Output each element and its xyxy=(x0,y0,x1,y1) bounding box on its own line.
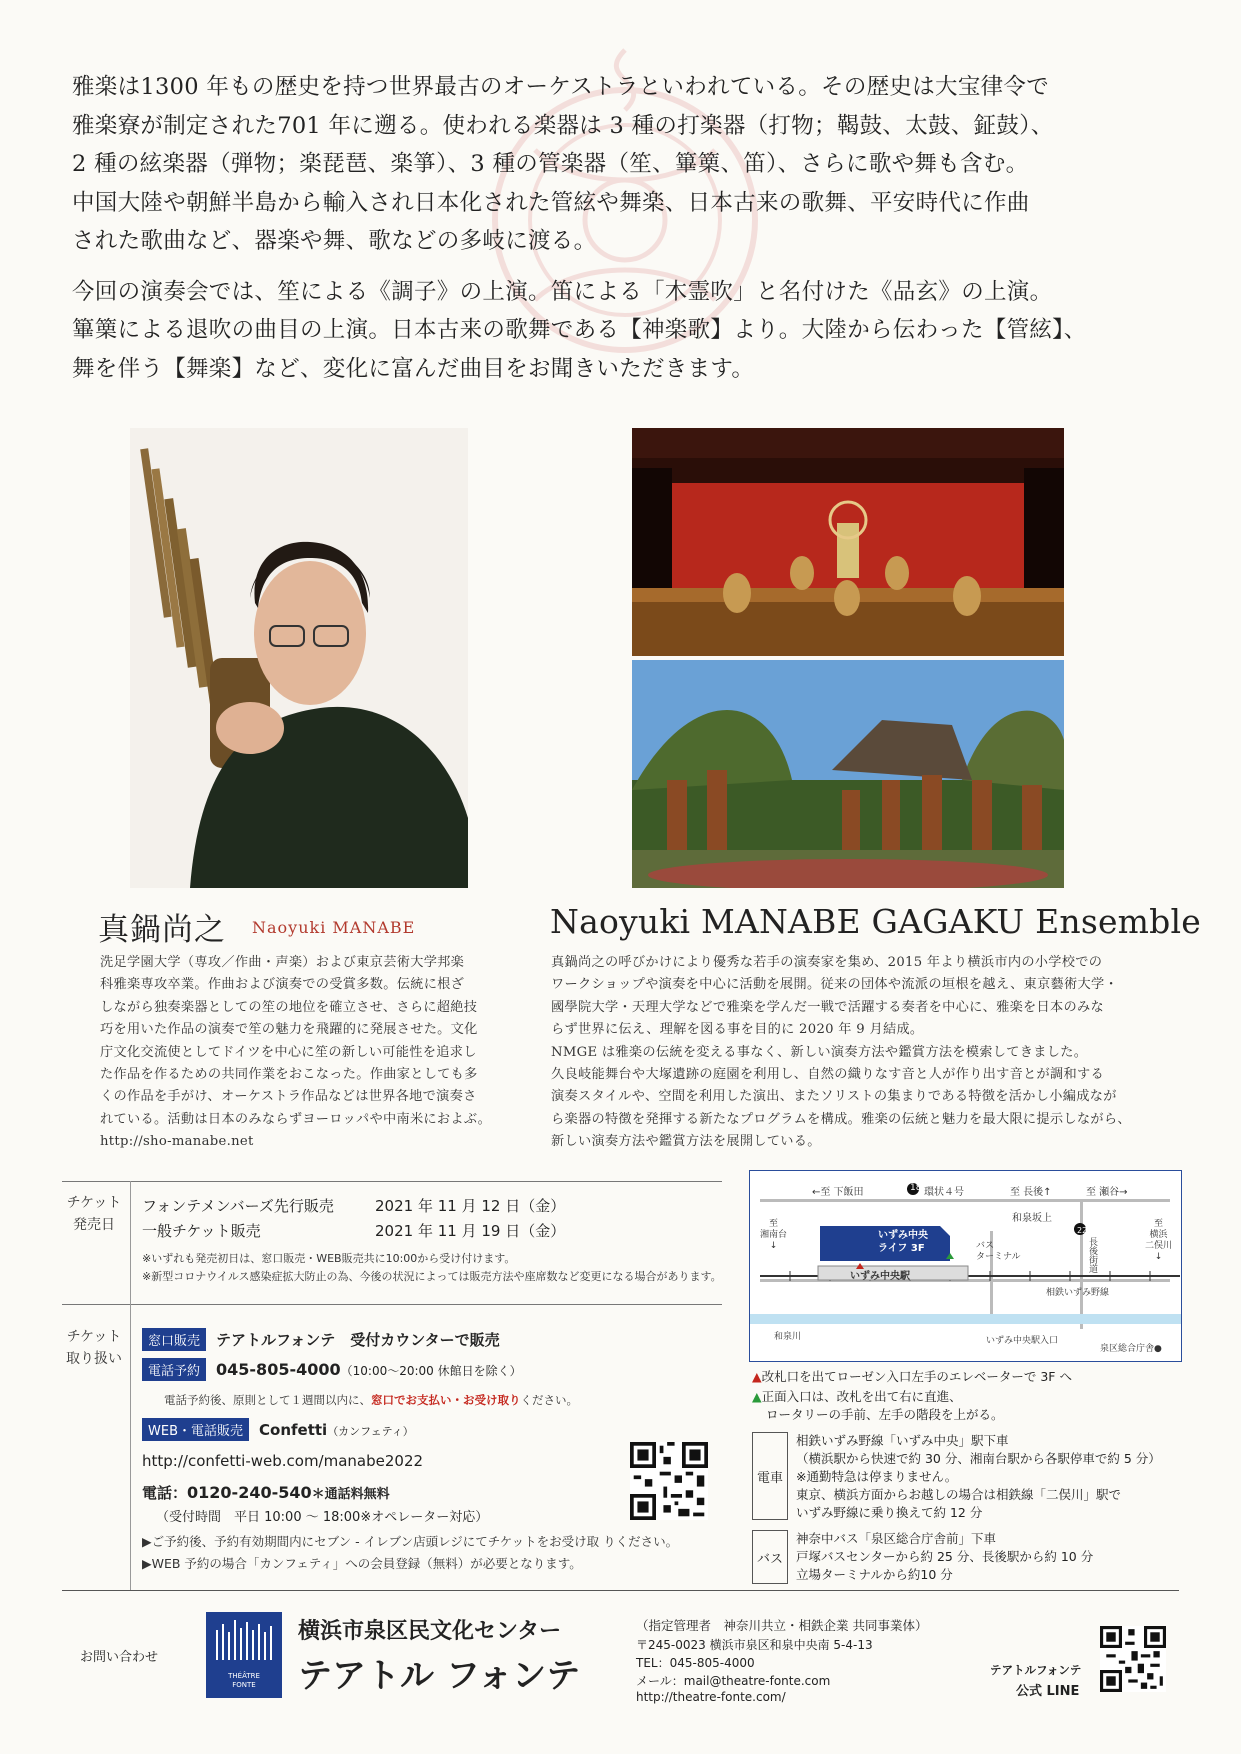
map-label: 至 横浜 二俣川 ↓ xyxy=(1145,1219,1173,1262)
performer-name-en: Naoyuki MANABE xyxy=(252,918,416,937)
train-tag: 電車 xyxy=(752,1432,788,1520)
map-station-label: いずみ中央駅 xyxy=(850,1271,910,1282)
access-map xyxy=(749,1170,1182,1362)
ticket-sale-label: チケット 発売日 xyxy=(66,1195,122,1233)
outdoor-performance-photo xyxy=(632,660,1064,888)
ensemble-bio: 真鍋尚之の呼びかけにより優秀な若手の演奏家を集め、2015 年より横浜市内の小学校での ワークショップや演奏を中心に活動を展開。従来の団体や流派の垣根を越え、東京藝術大学・ 國學院大学・天理大学などで雅楽を学んだ一戦で活躍する奏者を中心に、雅楽を日本のみな らず世界に伝え、理解を図る事を目的に 2020 年 9 月結成。 NMGE は雅楽の伝統を変える事なく、新しい演奏方法や鑑賞方法を模索してきました。 久良岐能舞台や大塚遺跡の庭園を利用し、自然の織りなす音と人が作り出す音とが調和する 演奏スタイルや、空間を利用した演出、またソリストの集まりである特徴を活かし小編成なが ら楽器の特徴を発揮する新たなプログラムを構成。雅楽の伝統と魅力を最大限に提示しながら、 新しい演奏方法や鑑賞方法を展開している。 xyxy=(551,955,1131,1150)
divider xyxy=(62,1590,1179,1591)
org-name: 横浜市泉区民文化センター xyxy=(298,1619,562,1644)
ticket-notice: ▶WEB 予約の場合「カンフェティ」への会員登録（無料）が必要となります。 xyxy=(142,1556,582,1571)
map-label: ←至 下飯田 xyxy=(812,1187,864,1198)
map-route-number: 18 xyxy=(910,1183,922,1193)
intro-paragraph-1: 雅楽は1300 年もの歴史を持つ世界最古のオーケストラといわれている。その歴史は大宝律令で 雅楽寮が制定された701 年に遡る。使われる楽器は 3 種の打楽器（打物；鞨鼓、太鼓、鉦鼓）、 2 種の絃楽器（弾物；楽琵琶、楽箏）、3 種の管楽器（笙、篳篥、笛）、さらに歌や舞も含む。 中国大陸や朝鮮半島から輸入され日本化された管絃や舞楽、日本古来の歌舞、平安時代に作曲 された歌曲など、器楽や舞、歌などの多岐に渡る。 xyxy=(72,74,1054,254)
ticket-handling-label: チケット 取り扱い xyxy=(66,1329,122,1367)
footer-mail[interactable]: メール：mail@theatre-fonte.com xyxy=(636,1674,831,1688)
map-label: いずみ中央駅入口 xyxy=(986,1336,1059,1346)
web-sale-url[interactable]: http://confetti-web.com/manabe2022 xyxy=(142,1452,424,1470)
train-directions: 相鉄いずみ野線「いずみ中央」駅下車 （横浜駅から快速で約 30 分、湘南台駅から各駅停車で約 5 分） ※通勤特急は停まりません。 東京、横浜方面からお越しの場合は相鉄線「二俣川」駅で いずみ野線に乗り換えて約 12 分 xyxy=(796,1433,1161,1520)
bus-tag: バス xyxy=(752,1530,788,1584)
divider xyxy=(130,1181,131,1590)
web-sale-badge: WEB・電話販売 xyxy=(142,1418,249,1441)
line-qr-code[interactable] xyxy=(1100,1626,1166,1692)
map-label: バス ターミナル xyxy=(976,1241,1021,1262)
phone-number[interactable]: 045-805-4000 xyxy=(216,1360,341,1379)
ensemble-title: Naoyuki MANABE GAGAKU Ensemble xyxy=(550,902,1201,941)
intro-text xyxy=(72,68,1172,400)
map-building-label: いずみ中央 ライフ 3F xyxy=(878,1230,928,1254)
stage-photo xyxy=(632,428,1064,656)
phone-note: 電話予約後、原則として１週間以内に、窓口でお支払い・お受け取りください。 xyxy=(164,1393,578,1407)
bus-directions: 神奈中バス「泉区総合庁舎前」下車 戸塚バスセンターから約 25 分、長後駅から約 10 分 立場ターミナルから約10 分 xyxy=(796,1531,1094,1582)
ticket-note: ※いずれも発売初日は、窓口販売・WEB販売共に10:00から受け付けます。 xyxy=(142,1252,516,1265)
web-sale-row: WEB・電話販売 Confetti（カンフェティ） xyxy=(142,1418,414,1441)
divider xyxy=(62,1304,722,1305)
map-label: 相鉄いずみ野線 xyxy=(1046,1288,1110,1298)
map-label: 泉区総合庁舎● xyxy=(1100,1344,1162,1354)
footer-url[interactable]: http://theatre-fonte.com/ xyxy=(636,1690,786,1704)
access-elevator-note: ▲改札口を出てローゼン入口左手のエレベーターで 3F へ xyxy=(752,1369,1072,1384)
map-label: 至 瀬谷→ xyxy=(1086,1187,1128,1198)
venue-name: テアトル フォンテ xyxy=(298,1656,581,1696)
general-sale-label: 一般チケット販売 xyxy=(142,1222,261,1240)
tel-sale-row: 電話：0120-240-540＊通話料無料 xyxy=(142,1483,390,1502)
map-label: 長後街道 xyxy=(1087,1237,1097,1273)
ticket-notice: ▶ご予約後、予約有効期間内にセブン - イレブン店頭レジにてチケットをお受け取 りください。 xyxy=(142,1534,679,1549)
phone-reserve-row: 電話予約 045-805-4000（10:00～20:00 休館日を除く） xyxy=(142,1358,522,1381)
member-sale-label: フォンテメンバーズ先行販売 xyxy=(142,1197,334,1215)
map-label: 和泉川 xyxy=(774,1332,802,1342)
map-label: 至 長後↑ xyxy=(1010,1187,1052,1198)
performer-name-jp: 真鍋尚之 xyxy=(98,912,226,948)
line-label: テアトルフォンテ xyxy=(990,1663,1082,1677)
window-sale-badge: 窓口販売 xyxy=(142,1328,206,1351)
access-front-note: ▲正面入口は、改札を出て右に直進、 ロータリーの手前、左手の階段を上がる。 xyxy=(752,1389,1004,1422)
performer-bio: 洗足学園大学（専攻／作曲・声楽）および東京芸術大学邦楽 科雅楽専攻卒業。作曲および演奏での受賞多数。伝統に根ざ しながら独奏楽器としての笙の地位を確立させ、さらに超絶技 巧を用いた作品の演奏で笙の魅力を飛躍的に発展させた。文化 庁文化交流使としてドイツを中心に笙の新しい可能性を追求し た作品を作るための共同作業をおこなった。作曲家としても多 くの作品を手がけ、オーケストラ作品などは世界各地で演奏さ れている。活動は日本のみならずヨーロッパや中南米におよぶ。 http://sho-manabe.net xyxy=(100,952,520,1154)
map-label: 至 湘南台 ↓ xyxy=(760,1219,788,1251)
map-label: 環状４号 xyxy=(924,1187,964,1198)
member-sale-date: 2021 年 11 月 12 日（金） xyxy=(375,1197,566,1215)
map-route-number: 22 xyxy=(1077,1226,1088,1235)
intro-paragraph-2: 今回の演奏会では、笙による《調子》の上演。笛による「木霊吹」と名付けた《品玄》の上演。 篳篥による退吹の曲目の上演。日本古来の歌舞である【神楽歌】より。大陸から伝わった【管絃】、 舞を伴う【舞楽】など、変化に富んだ曲目をお聞きいただきます。 xyxy=(72,278,1087,382)
tel-sale-number[interactable]: 0120-240-540 xyxy=(187,1483,312,1502)
performer-website-link[interactable]: http://sho-manabe.net xyxy=(100,1134,254,1150)
phone-reserve-badge: 電話予約 xyxy=(142,1358,206,1381)
manager-text: （指定管理者 神奈川共立・相鉄企業 共同事業体） xyxy=(636,1618,928,1633)
line-label: 公式 LINE xyxy=(1016,1684,1080,1699)
ticket-qr-code[interactable] xyxy=(630,1442,708,1520)
inquiry-label: お問い合わせ xyxy=(80,1650,159,1665)
performer-photo xyxy=(130,428,468,888)
footer-tel[interactable]: TEL：045-805-4000 xyxy=(636,1656,755,1670)
tel-hours: （受付時間 平日 10:00 ～ 18:00※オペレーター対応） xyxy=(156,1510,489,1525)
map-label: 和泉坂上 xyxy=(1012,1213,1052,1224)
address-text: 〒245-0023 横浜市泉区和泉中央南 5-4-13 xyxy=(636,1638,873,1652)
general-sale-date: 2021 年 11 月 19 日（金） xyxy=(375,1222,566,1240)
theatre-fonte-logo: THÉÂTRE FONTE xyxy=(206,1612,282,1698)
ticket-note: ※新型コロナウイルス感染症拡大防止の為、今後の状況によっては販売方法や座席数など変更になる場合があります。 xyxy=(142,1270,722,1283)
window-sale-row: 窓口販売 テアトルフォンテ 受付カウンターで販売 xyxy=(142,1328,500,1351)
divider xyxy=(62,1181,722,1182)
